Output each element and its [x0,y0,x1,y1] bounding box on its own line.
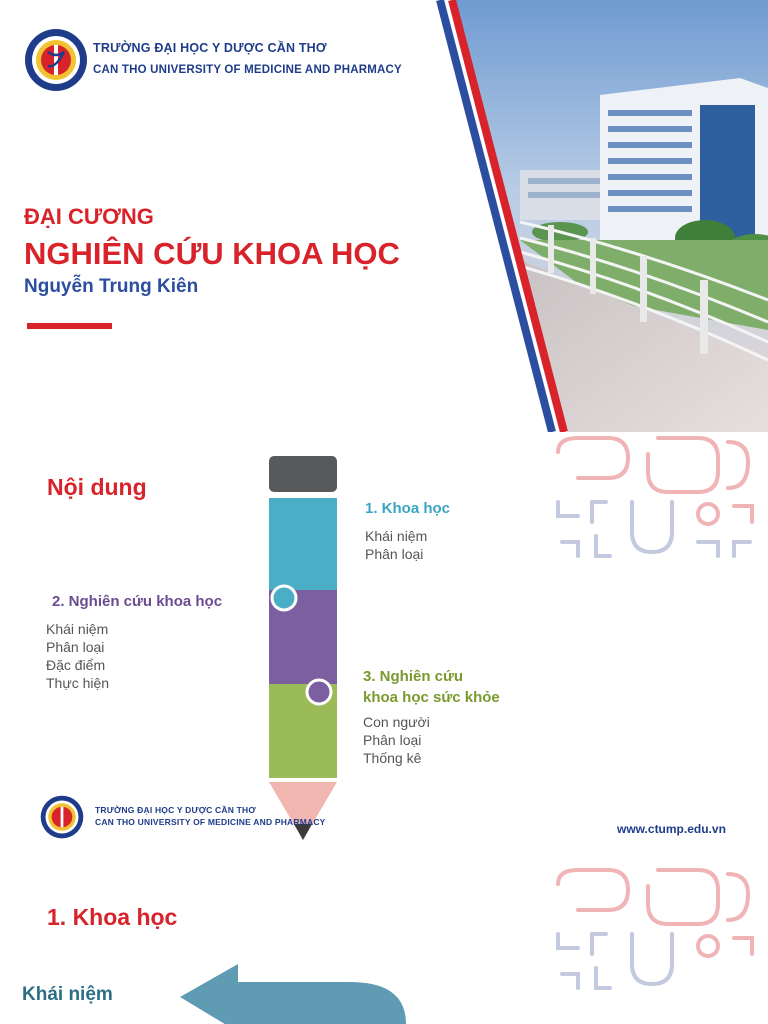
list-item: Con người [363,714,430,730]
list-item: Đặc điểm [46,657,106,673]
section-3-title [363,666,563,708]
list-item: Phân loại [363,732,422,748]
website-link[interactable]: www.ctump.edu.vn [617,822,726,836]
contents-heading: Nội dung [47,474,147,500]
list-item: Thực hiện [46,675,110,691]
list-item: Phân loại [365,546,424,562]
title-underline [27,323,112,329]
concept-subheading: Khái niệm [22,984,113,1005]
section-2-items [46,620,109,692]
list-item: Khái niệm [46,621,109,637]
list-item: Khái niệm [365,528,428,544]
section-1-items [365,527,427,563]
chain-pattern-decoration [548,432,768,562]
list-item: Phân loại [46,639,105,655]
footer-university-logo [40,795,84,839]
section-heading: 1. Khoa học [47,904,178,930]
pencil-infographic [262,452,346,844]
chain-pattern-decoration [548,864,768,994]
science-slide [0,864,768,1024]
section-3-items [363,713,430,767]
university-logo [24,28,88,92]
section-1-title: 1. Khoa học [365,500,451,517]
university-name-vn: TRƯỜNG ĐẠI HỌC Y DƯỢC CẦN THƠ [93,41,327,55]
footer-university-name-vn: TRƯỜNG ĐẠI HỌC Y DƯỢC CẦN THƠ [95,805,256,815]
curved-arrow-shape [170,950,430,1024]
title-line-1: ĐẠI CƯƠNG [24,204,154,229]
contents-slide [0,432,768,864]
title-slide [0,0,768,432]
footer-university-name-en: CAN THO UNIVERSITY OF MEDICINE AND PHARMACY [95,817,326,827]
university-name-en: CAN THO UNIVERSITY OF MEDICINE AND PHARMACY [93,64,402,76]
list-item: Thống kê [363,750,422,766]
author-name: Nguyễn Trung Kiên [24,276,199,297]
title-line-2: NGHIÊN CỨU KHOA HỌC [24,236,400,271]
section-3-title-line-1: 3. Nghiên cứu [363,668,464,685]
section-2-title: 2. Nghiên cứu khoa học [52,593,223,610]
section-3-title-line-2: khoa học sức khỏe [363,689,500,706]
